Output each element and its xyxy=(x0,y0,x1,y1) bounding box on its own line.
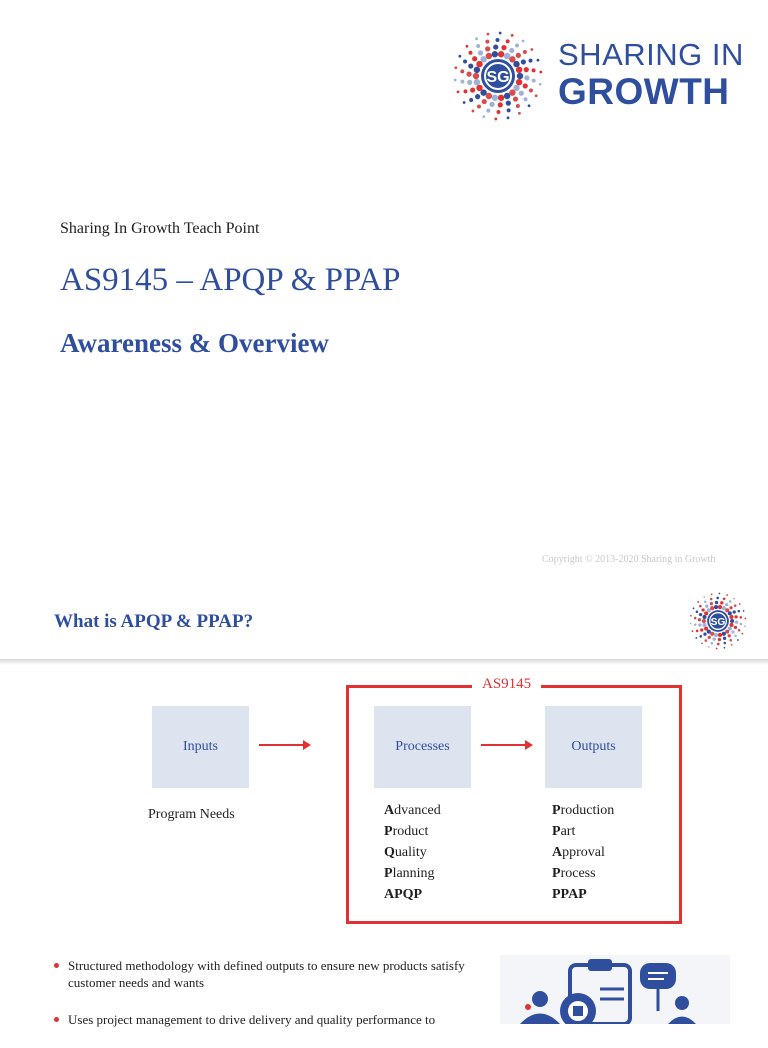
small-logo-badge-text: SG xyxy=(710,616,726,628)
slide-title: AS9145 – APQP & PPAP xyxy=(60,262,401,298)
as9145-label: AS9145 xyxy=(472,676,541,693)
apqp-line: Advanced xyxy=(384,803,441,818)
logo-badge-text: SG xyxy=(486,69,510,86)
arrow-icon xyxy=(259,744,307,746)
arrow-icon xyxy=(481,744,529,746)
ppap-acronym: PPAP xyxy=(552,887,587,902)
apqp-line: Product xyxy=(384,824,429,839)
bullet-list xyxy=(52,957,492,1048)
header-divider xyxy=(0,659,768,665)
program-needs-text: Program Needs xyxy=(148,807,235,822)
processes-label: Processes xyxy=(395,739,450,754)
section-title: What is APQP & PPAP? xyxy=(54,611,254,632)
ppap-line: Process xyxy=(552,866,596,881)
logo-wordmark xyxy=(558,38,744,112)
processes-box xyxy=(374,706,471,788)
inputs-box xyxy=(152,706,249,788)
overview-slide xyxy=(0,585,768,1027)
logo-line-2: GROWTH xyxy=(558,71,730,112)
sunburst-logo-icon xyxy=(448,26,548,126)
outputs-box xyxy=(545,706,642,788)
inputs-label: Inputs xyxy=(183,739,218,754)
teach-point-label: Sharing In Growth Teach Point xyxy=(60,220,260,237)
bullet-item: Structured methodology with defined outputs to ensure new products satisfy customer needs and wants xyxy=(52,957,492,991)
copyright-text: Copyright © 2013-2020 Sharing in Growth xyxy=(542,554,716,565)
sharing-in-growth-logo xyxy=(448,26,748,126)
team-planning-illustration-icon xyxy=(500,955,730,1024)
apqp-line: Planning xyxy=(384,866,435,881)
outputs-label: Outputs xyxy=(571,739,616,754)
apqp-definition xyxy=(384,800,441,905)
ppap-line: Production xyxy=(552,803,615,818)
logo-line-1: SHARING IN xyxy=(558,37,744,72)
small-logo-icon xyxy=(686,589,750,653)
apqp-line: Quality xyxy=(384,845,427,860)
bullet-item: Uses project management to drive delivery and quality performance to xyxy=(52,1011,492,1028)
ppap-definition xyxy=(552,800,614,905)
slide-subtitle: Awareness & Overview xyxy=(60,328,329,358)
apqp-acronym: APQP xyxy=(384,887,423,902)
ppap-line: Part xyxy=(552,824,576,839)
ppap-line: Approval xyxy=(552,845,605,860)
